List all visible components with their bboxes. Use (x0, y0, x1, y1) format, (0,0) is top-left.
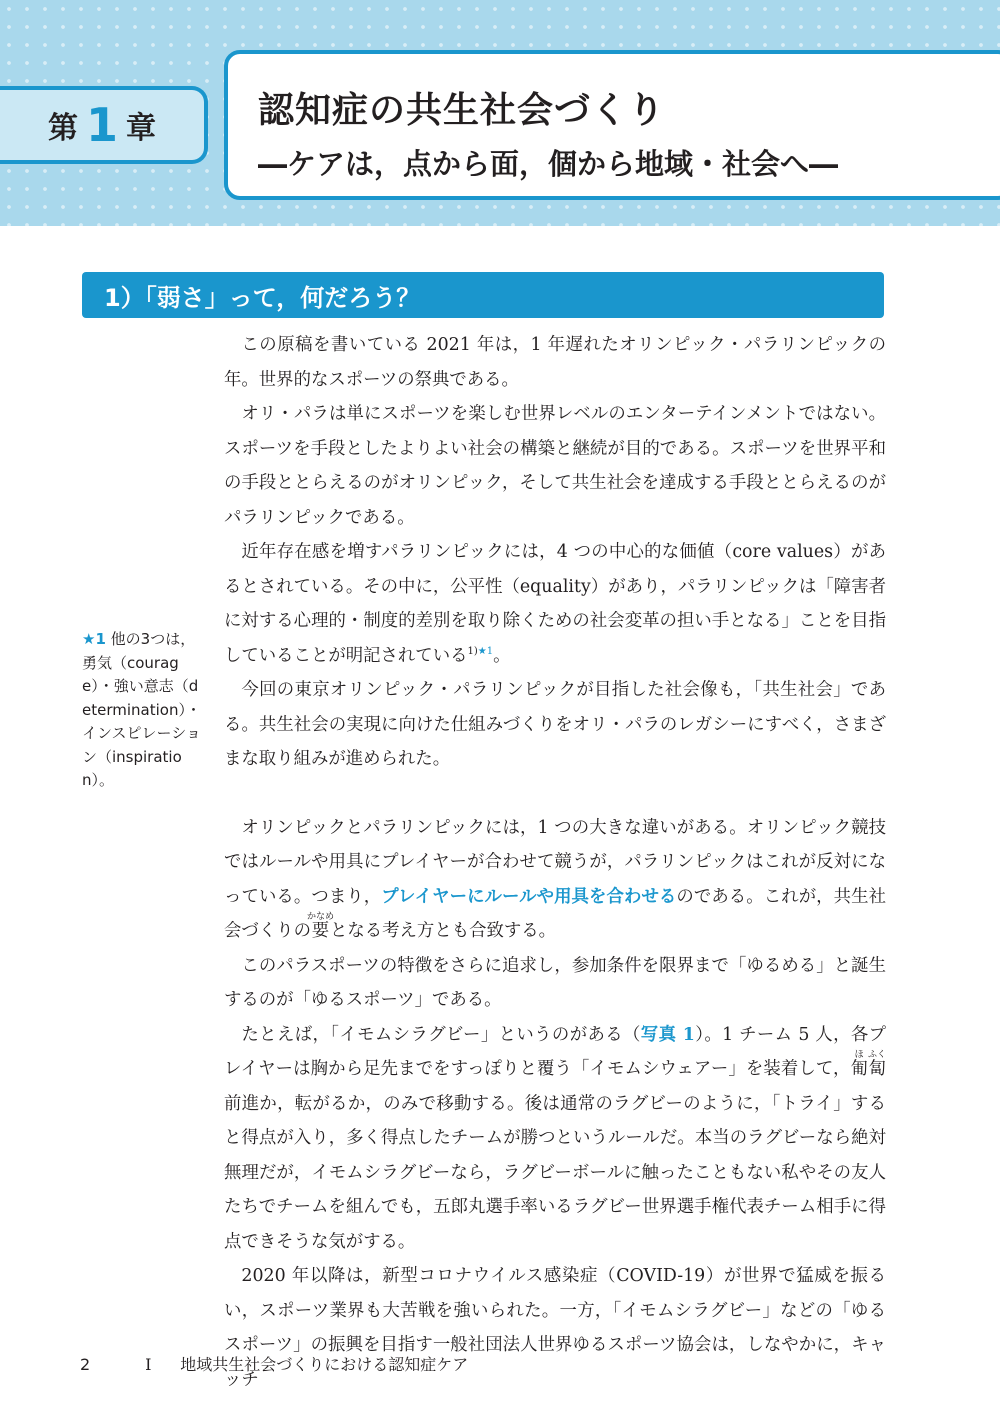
part-number: I (145, 1355, 152, 1374)
page-number: 2 (80, 1355, 91, 1374)
paragraph-text: 前進か，転がるか，のみで移動する。後は通常のラグビーのように，「トライ」すると得点が入り，多く得点したチームが勝つというルールだ。本当のラグビーなら絶対無理だが，イモムシラグビーなら，ラグビーボールに触ったこともない私やその友人たちでチームを組んでも，五郎丸選手率いるラグビー世界選手権代表チーム相手に得点できそうな気がする。 (224, 1093, 886, 1252)
paragraph: オリ・パラは単にスポーツを楽しむ世界レベルのエンターテインメントではない。スポーツを手段としたよりよい社会の構築と継続が目的である。スポーツを世界平和の手段ととらえるのがオリンピック，そして共生社会を達成する手段ととらえるのがパラリンピックである。 (224, 404, 886, 528)
paragraph: このパラスポーツの特徴をさらに追求し，参加条件を限界まで「ゆるめる」と誕生するのが「ゆるスポーツ」である。 (224, 955, 886, 1010)
reference-marker (467, 646, 493, 657)
chapter-title-box (224, 50, 1000, 200)
chapter-title: 認知症の共生社会づくり (258, 90, 666, 131)
highlight-text: プレイヤーにルールや用具を合わせる (381, 886, 677, 907)
photo-reference: 写真 1 (640, 1024, 695, 1045)
sidenote (82, 628, 206, 793)
paragraph-text: 近年存在感を増すパラリンピックには，4 つの中心的な価値（core values）があるとされている。その中に，公平性（equality）があり，パラリンピックは「障害者に対する心理的・制度的差別を取り除くための社会変革の担い手となる」ことを目指していることが明記されている (224, 542, 886, 666)
paragraph: 今回の東京オリンピック・パラリンピックが目指した社会像も，「共生社会」である。共生社会の実現に向けた仕組みづくりをオリ・パラのレガシーにすべく，さまざまな取り組みが進められた。 (224, 680, 886, 769)
ruby-base: 匍 (850, 1059, 868, 1079)
chapter-tab (0, 86, 208, 164)
paragraph (224, 1018, 886, 1260)
chapter-word-post: 章 (126, 111, 156, 146)
part-title: 地域共生社会づくりにおける認知症ケア (180, 1355, 469, 1374)
paragraph-text: たとえば，「イモムシラグビー」というのがある（ (241, 1024, 641, 1045)
sidenote-marker: ★1 (82, 630, 106, 648)
paragraph (224, 811, 886, 949)
sidenote-text: 他の3つは，勇気（courage）・強い意志（determination）・インスピレーション（inspiration）。 (82, 630, 201, 789)
ruby-text: ふく (867, 1050, 886, 1060)
paragraph-end: 。 (493, 645, 511, 666)
paragraph-text: ）。1 チーム 5 人，各プレイヤーは胸から足先までをすっぽりと覆う「イモムシウェアー」を装着して， (224, 1024, 887, 1079)
paragraph: この原稿を書いている 2021 年は，1 年遅れたオリンピック・パラリンピックの年。世界的なスポーツの祭典である。 (224, 335, 886, 390)
chapter-word-pre: 第 (47, 111, 78, 146)
paragraph-text: のである。これが，共生社会づくりの (224, 886, 886, 941)
paragraph: 2020 年以降は，新型コロナウイルス感染症（COVID-19）が世界で猛威を振るい，スポーツ業界も大苦戦を強いられた。一方，「イモムシラグビー」などの「ゆるスポーツ」の振興を目指す一般社団法人世界ゆるスポーツ協会は，しなやかに，キャッチ (224, 1266, 886, 1390)
ruby-base: 匐 (867, 1059, 886, 1079)
ruby-word (850, 1050, 868, 1079)
paragraph (224, 535, 886, 673)
chapter-subtitle: ―ケアは，点から面，個から地域・社会へ― (258, 147, 839, 181)
chapter-number: 1 (85, 98, 118, 152)
page-footer (80, 1352, 468, 1375)
paragraph-text: となる考え方とも合致する。 (329, 921, 557, 941)
footnote-star: ★1 (477, 645, 494, 657)
body-text (224, 328, 886, 1397)
ruby-word (306, 912, 334, 941)
ruby-base: 要 (306, 921, 334, 941)
ruby-text: かなめ (306, 912, 334, 922)
ruby-word (867, 1050, 886, 1079)
ruby-text: ほ (850, 1050, 868, 1060)
citation-ref: 1) (467, 645, 478, 657)
paragraph-text: オリンピックとパラリンピックには，1 つの大きな違いがある。オリンピック競技ではルールや用具にプレイヤーが合わせて競うが，パラリンピックはこれが反対になっている。つまり， (224, 817, 886, 907)
section-heading: 1）「弱さ」って，何だろう？ (82, 272, 884, 318)
